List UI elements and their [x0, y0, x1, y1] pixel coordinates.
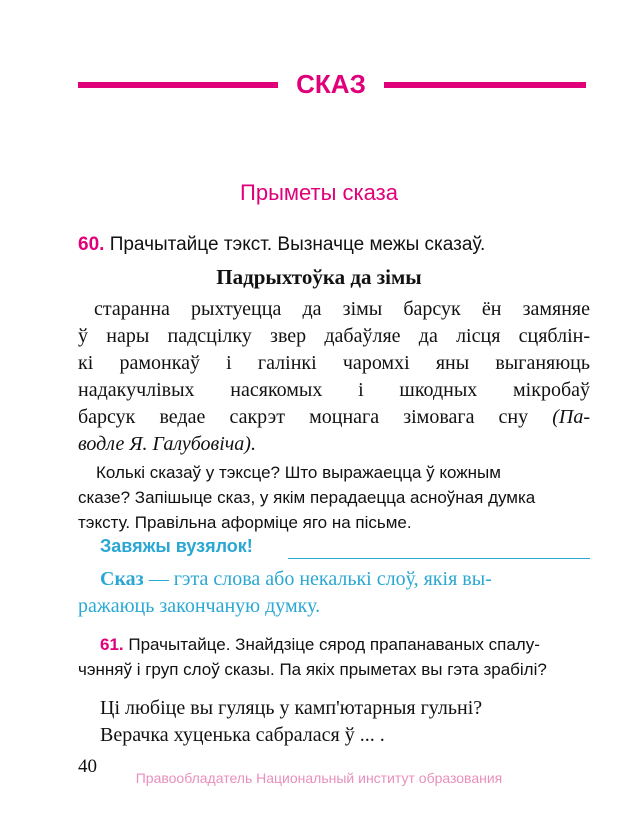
text-line: кі рамонкаў і галінкі чаромхі яны выганяюць [78, 352, 590, 374]
sentence-item: Ці любіце вы гуляць у камп'ютарныя гульні? [100, 697, 483, 719]
section-title: Прыметы сказа [240, 180, 398, 205]
rule-box-label: Завяжы вузялок! [100, 536, 253, 556]
copyright-watermark: Правообладатель Национальный институт образования [135, 770, 503, 786]
header-rule-right [384, 82, 586, 88]
chapter-header [78, 62, 586, 102]
exercise-60-instruction [78, 234, 590, 256]
text-line: надакучлівых насякомых і шкодных мікробаў [78, 379, 590, 401]
text-line: барсук ведае сакрэт моцнага зімовага сну [78, 406, 529, 428]
text-title: Падрыхтоўка да зімы [216, 265, 422, 289]
header-rule-left [78, 82, 278, 88]
exercise-text: Прачытайце тэкст. Вызначце межы сказаў. [109, 234, 486, 255]
rule-line: ражаюць закончаную думку. [78, 595, 321, 617]
rule-box-header [78, 536, 590, 564]
source-part1: (Па- [552, 406, 591, 428]
exercise-number: 61. [100, 635, 124, 654]
text-line-with-source [78, 404, 590, 431]
exercise-line: чэнняў і груп слоў сказы. Па якіх прыметах вы гэта зрабілі? [78, 660, 547, 679]
sentence-item: Верачка хуценька сабралася ў ... . [100, 724, 385, 746]
page-number: 40 [78, 756, 97, 777]
source-line [78, 431, 590, 458]
exercise-number: 60. [78, 234, 105, 255]
task-line: сказе? Запішыце сказ, у якім перадаецца асноўная думка [78, 488, 536, 507]
rule-box-underline [288, 558, 590, 559]
task-line: тэксту. Правільна аформіце яго на пісьме. [78, 513, 412, 532]
rule-line: Сказ — гэта слова або некалькі слоў, якія вы- [100, 568, 492, 590]
source-part2: водле Я. Галубовіча). [78, 433, 256, 455]
exercise-line: 61. Прачытайце. Знайдзіце сярод прапанаваных спалу- [100, 635, 540, 654]
exercise-61-items [78, 695, 590, 749]
rule-term: Сказ [100, 568, 144, 590]
text-line: ў нары падсцілку звер дабаўляе да лісця сцяблін- [78, 325, 590, 347]
chapter-title: СКАЗ [296, 69, 366, 99]
exercise-text-body [78, 296, 590, 458]
exercise-61-instruction [78, 632, 590, 682]
rule-definition [78, 566, 590, 620]
text-line: старанна рыхтуецца да зімы барсук ён замяняе [94, 298, 590, 320]
exercise-60-task [78, 460, 590, 535]
task-line: Колькі сказаў у тэксце? Што выражаецца ў кожным [96, 463, 501, 482]
